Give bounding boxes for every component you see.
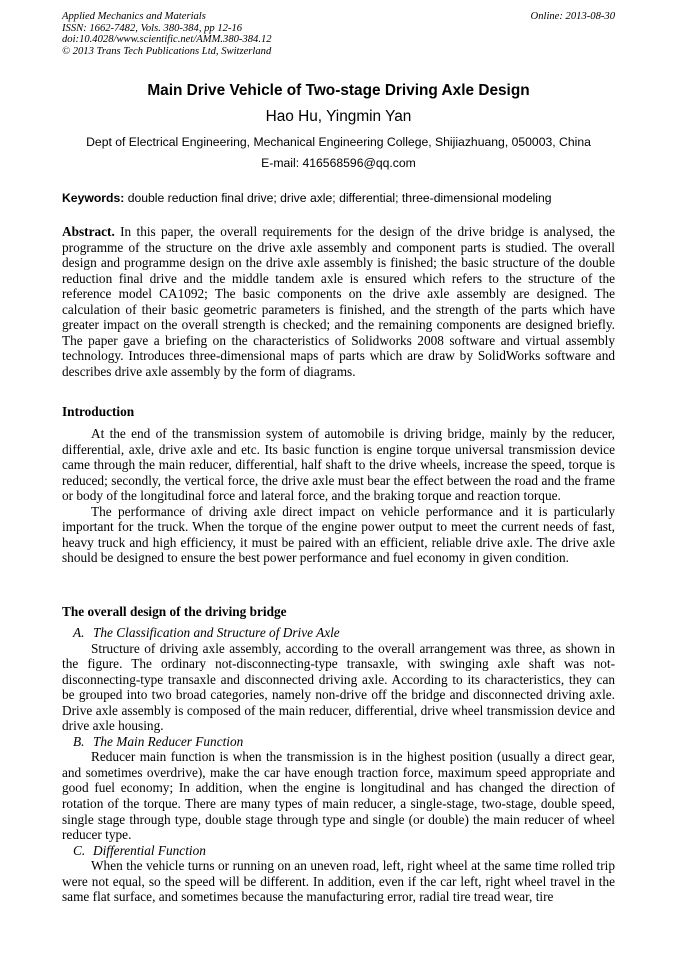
subsection-heading-a (62, 625, 615, 641)
subsection-heading-b (62, 734, 615, 750)
paragraph: The performance of driving axle direct impact on vehicle performance and it is particularly important for the truck. When the torque of the engine power output to meet the current needs of fast, heavy truck and high efficiency, it must be paired with an efficient, reliable drive axle. The drive axle should be designed to ensure the best power performance and fuel economy in given condition. (62, 503, 615, 566)
journal-name: Applied Mechanics and Materials (62, 11, 206, 22)
keywords-label: Keywords: (62, 191, 125, 205)
keywords-line (62, 190, 615, 206)
overall-design-body (62, 625, 615, 905)
paper-title: Main Drive Vehicle of Two-stage Driving Axle Design (147, 82, 530, 99)
doi-line: doi:10.4028/www.scientific.net/AMM.380-384.12 (62, 34, 272, 46)
abstract (62, 224, 615, 379)
paragraph: At the end of the transmission system of automobile is driving bridge, mainly by the reducer, differential, axle, drive axle and etc. Its basic function is engine torque universal transmission device came through the main reducer, differential, half shaft to the drive wheels, increase the speed, torque is reduced; secondly, the vertical force, the drive axle must bear the effect between the road and the frame or body of the longitudinal force and lateral force, and the braking torque and reaction torque. (62, 426, 615, 504)
introduction-body (62, 426, 615, 566)
subsection-marker: C. (73, 842, 86, 858)
abstract-text: In this paper, the overall requirements for the design of the drive bridge is analysed, the programme of the structure on the drive axle assembly and component parts is studied. The overall design and programme design on the drive axle assembly is finished; the basic structure of the double reduction final drive and the middle tandem axle is ensured which refers to the structure of the reference model CA1092; The basic components on the drive axle assembly are designed. The calculation of their basic geometric parameters is finished, and the strength of the parts which have greater impact on the overall strength is checked; and the remaining components are designed briefly. The paper gave a briefing on the characteristics of Solidworks 2008 software and virtual assembly technology. Introduces three-dimensional maps of parts which are draw by SolidWorks software and describes drive axle assembly by the form of diagrams. (62, 224, 615, 379)
paper-authors: Hao Hu, Yingmin Yan (265, 108, 412, 125)
subsection-title: The Classification and Structure of Drive Axle (93, 625, 340, 640)
issn-line: ISSN: 1662-7482, Vols. 380-384, pp 12-16 (62, 22, 243, 34)
running-header (62, 11, 615, 58)
section-heading-overall-design: The overall design of the driving bridge (62, 604, 287, 619)
online-date: Online: 2013-08-30 (530, 11, 615, 22)
subsection-heading-c (62, 843, 615, 859)
copyright-line: © 2013 Trans Tech Publications Ltd, Switzerland (62, 46, 272, 58)
subsection-marker: A. (73, 625, 85, 640)
author-email: E-mail: 416568596@qq.com (261, 156, 416, 170)
section-heading-introduction: Introduction (62, 404, 135, 419)
keywords-text: double reduction final drive; drive axle; differential; three-dimensional modeling (124, 191, 552, 205)
paragraph: When the vehicle turns or running on an uneven road, left, right wheel at the same time rolled trip were not equal, so the speed will be different. In addition, even if the car left, right wheel travel in the same flat surface, and sometimes because the manufacturing error, radial tire tread wear, tire (62, 858, 615, 905)
subsection-title: Differential Function (93, 842, 206, 858)
paragraph: Structure of driving axle assembly, according to the overall arrangement was three, as shown in the figure. The ordinary not-disconnecting-type transaxle, with swinging axle shaft was not-disconnecting-type transaxle and disconnected driving axle. According to its characteristics, they can be grouped into two broad categories, namely non-drive off the bridge and disconnected driving axle. Drive axle assembly is composed of the main reducer, differential, drive wheel transmission device and drive axle housing. (62, 640, 615, 734)
paragraph: Reducer main function is when the transmission is in the highest position (usually a direct gear, and sometimes overdrive), make the car have enough traction force, maximum speed appropriate and good fuel economy; In addition, when the engine is longitudinal and has changed the direction of rotation of the torque. There are many types of main reducer, a single-stage, two-stage, double speed, single stage through type, double stage through type and single (or double) the main reducer of wheel reducer type. (62, 749, 615, 843)
abstract-label: Abstract. (62, 224, 115, 239)
subsection-marker: B. (73, 733, 85, 749)
subsection-title: The Main Reducer Function (93, 733, 244, 749)
author-affiliation: Dept of Electrical Engineering, Mechanical Engineering College, Shijiazhuang, 050003, China (86, 135, 591, 149)
